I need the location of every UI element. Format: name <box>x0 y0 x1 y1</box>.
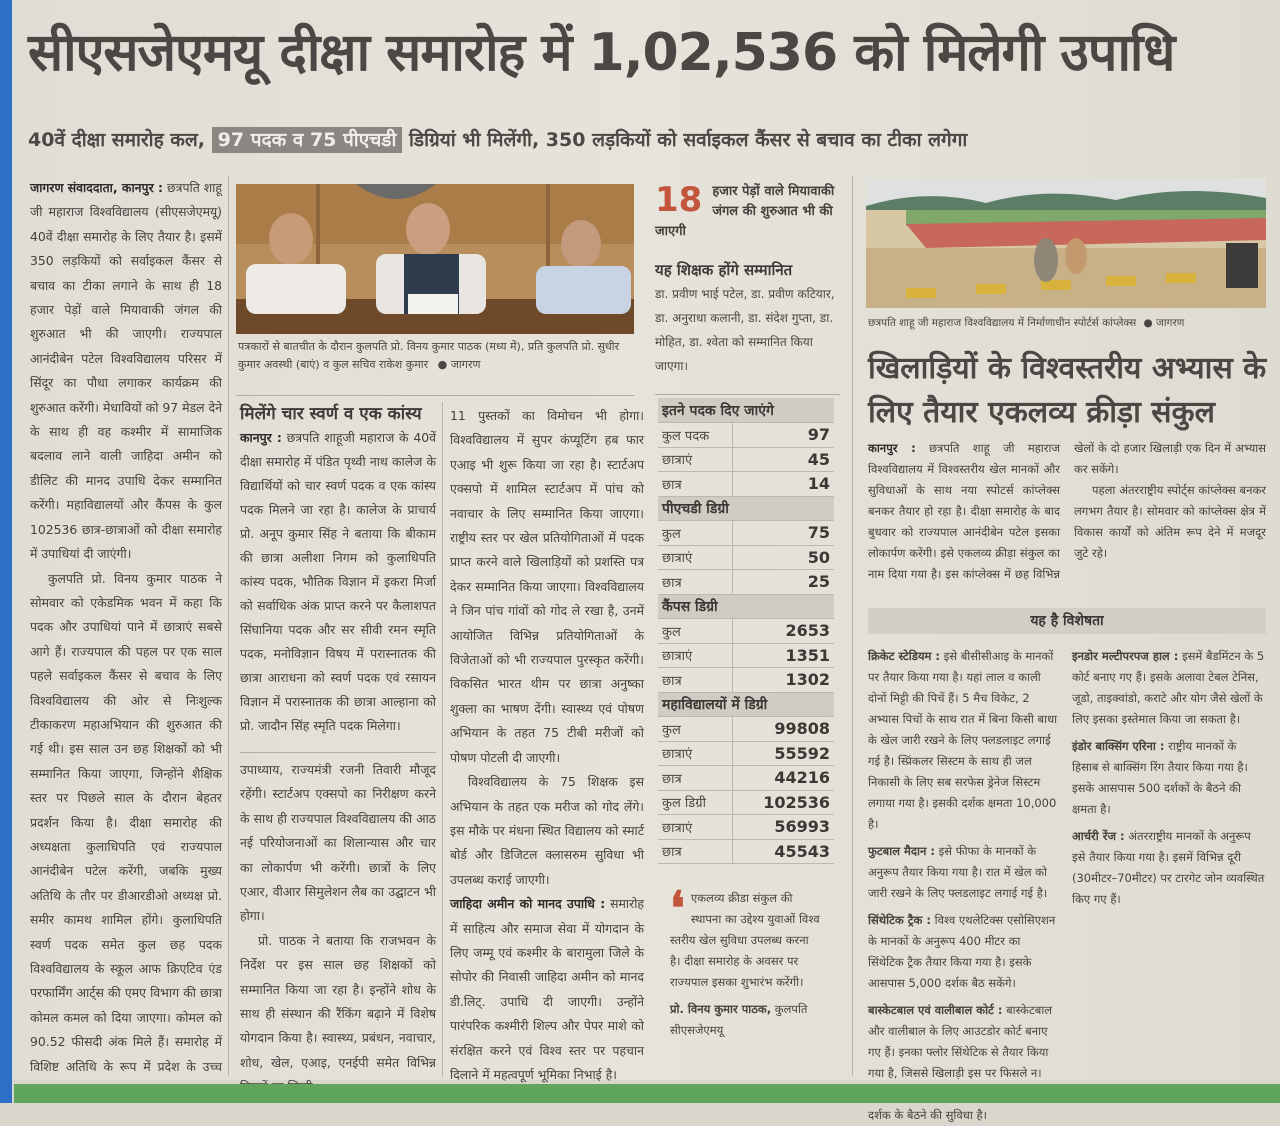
photo-image <box>236 184 634 334</box>
stats-row <box>658 668 834 693</box>
page-edge <box>0 0 12 1103</box>
stats-section-title: इतने पदक दिए जाएंगे <box>658 398 834 423</box>
sports-caption-text: छत्रपति शाहू जी महाराज विश्वविद्यालय में निर्माणाधीन स्पोर्टर्स कांप्लेक्स <box>868 317 1137 329</box>
sports-photo-image <box>866 178 1266 308</box>
stats-label: कुल <box>658 717 733 742</box>
features-title: यह है विशेषता <box>868 608 1266 634</box>
stats-section-header <box>658 398 834 423</box>
stats-row <box>658 570 834 595</box>
stats-value: 1351 <box>733 643 834 668</box>
story-para6: विश्वविद्यालय के 75 शिक्षक इस अभियान के तहत एक मरीज को गोद लेंगे। इस मौके पर मंधना स्थित विद्यालय को स्मार्ट बोर्ड और डिजिटल क्लासरुम सुविधा भी उपलब्ध कराई जाएगी। <box>450 774 644 887</box>
stats-value: 97 <box>733 423 834 448</box>
teachers-title: यह शिक्षक होंगे सम्मानित <box>655 261 793 279</box>
stats-row <box>658 741 834 766</box>
stats-row <box>658 766 834 791</box>
sports-body1: छत्रपति शाहू जी महाराज विश्वविद्यालय में विश्वस्तरीय खेल मानकों और सुविधाओं के साथ नया स्पोटर्स कांप्लेक्स बनकर तैयार हो रहा है। दीक्षा समारोह के बाद बुधवार को राज्यपाल आनंदीबेन पटेल इसका लोकार्पण करेंगी। इसे एकलव्य क्रीड़ा संकुल का नाम दिया गया है। इस कांप्लेक्स में छह विभिन्न खेलों के दो हजार खिलाड़ी एक दिन में अभ्यास कर सकेंगे। <box>868 441 1266 581</box>
gold-box-dateline: कानपुर : <box>240 430 282 445</box>
stats-value: 1302 <box>733 668 834 693</box>
feature-item <box>1072 826 1266 910</box>
gold-box-title: मिलेंगे चार स्वर्ण व एक कांस्य <box>240 404 422 424</box>
feature-text: राष्ट्रीय मानकों के हिसाब से बाक्सिंग रिंग तैयार किया गया है। इसके आसपास 500 दर्शकों के बैठने की क्षमता है। <box>1072 739 1248 816</box>
stats-label: छात्र <box>658 766 733 791</box>
stats-value: 45 <box>733 447 834 472</box>
stats-label: छात्राएं <box>658 741 733 766</box>
sports-body2: पहला अंतरराष्ट्रीय स्पोर्ट्स कांप्लेक्स बनकर लगभग तैयार है। सोमवार को कांप्लेक्स क्षेत्र में विकास कार्यों को अंतिम रूप देने में मजदूर जुटे रहे। <box>1074 483 1266 560</box>
teachers-body: डा. प्रवीण भाई पटेल, डा. प्रवीण कटियार, डा. अनुराधा कलानी, डा. संदेश गुप्ता, डा. मोहित, डा. श्वेता को सम्मानित किया जाएगा। <box>655 287 835 373</box>
subheadline-highlight: 97 पदक व 75 पीएचडी <box>212 127 403 153</box>
photo1-caption-text: पत्रकारों से बातचीत के दौरान कुलपति प्रो. विनय कुमार पाठक (मध्य में), प्रति कुलपति प्रो. सुधीर कुमार अवस्थी (बाएं) व कुल सचिव राकेश कुमार <box>238 340 620 371</box>
quote-author-role: कुलपति सीएसजेएमयू <box>670 1002 808 1037</box>
gold-box-body: छत्रपति शाहूजी महाराज के 40वें दीक्षा समारोह में पंडित पृथ्वी नाथ कालेज के विद्यार्थियों को चार स्वर्ण पदक व एक कांस्य पदक मिलने जा रहा है। कालेज के प्राचार्य प्रो. अनूप कुमार सिंह ने बताया कि बीकाम की छात्रा अलीशा निगम को कुलाधिपति कांस्य पदक, भौतिक विज्ञान में इकरा मिर्जा को सर्वाधिक अंक प्राप्त करने पर कैलाशपत सिंघानिया पदक और सर सीवी रमन स्मृति पदक, मनोविज्ञान विषय में परास्नातक की छात्रा आराधना को स्वर्ण पदक एवं रसायन विज्ञान में परास्नातक की छात्रा आल्हाना को प्रो. जादौन सिंह स्मृति पदक मिलेगा। <box>240 430 436 733</box>
gold-box-divider <box>240 752 436 753</box>
press-conference-photo <box>236 184 634 334</box>
stats-value: 55592 <box>733 741 834 766</box>
stats-value: 14 <box>733 472 834 497</box>
sports-photo-caption <box>868 314 1268 332</box>
stats-row <box>658 619 834 644</box>
sports-complex-photo <box>866 178 1266 308</box>
subheadline-part2: डिग्रियां भी मिलेंगी, 350 लड़कियों को सर्वाइकल कैंसर से बचाव का टीका लगेगा <box>409 129 968 151</box>
stats-value: 2653 <box>733 619 834 644</box>
stats-label: छात्र <box>658 668 733 693</box>
sports-body <box>868 438 1266 603</box>
teachers-divider <box>655 394 840 395</box>
feature-text: इसमें बैडमिंटन के 5 कोर्ट बनाए गए हैं। इसके अलावा टेबल टेनिस, जूडो, ताइक्वांडो, कराटे और योग जैसे खेलों के लिए इसका इस्तेमाल किया जा सकता है। <box>1072 649 1265 726</box>
stats-value: 45543 <box>733 839 834 864</box>
photo1-credit: ● जागरण <box>437 358 481 371</box>
stats-label: कुल डिग्री <box>658 790 733 815</box>
stats-row <box>658 423 834 448</box>
column-divider <box>228 176 229 1076</box>
stats-section-header <box>658 692 834 717</box>
story-para1: छत्रपति शाहू जी महाराज विश्वविद्यालय (सीएसजेएमयू) 40वें दीक्षा समारोह के लिए तैयार है। इसमें 350 लड़कियों को सर्वाइकल कैंसर से बचाव का टीका लगाने के साथ ही 18 हजार पेड़ों वाले मियावाकी जंगल की शुरुआत भी की जाएगी। राज्यपाल आनंदीबेन पटेल विश्वविद्यालय परिसर में सिंदूर का पौधा लगाकर कार्यक्रम की शुरुआत करेंगी। मेधावियों को 97 मेडल देने के साथ ही वह कश्मीर में सामाजिक बदलाव लाने वाली जाहिदा अमीन को डीलिट की मानद उपाधि देकर सम्मानित करेंगी। महाविद्यालयों और कैंपस के कुल 102536 छात्र-छात्राओं को दीक्षा समारोह में उपाधियां दी जाएंगी। <box>30 180 222 562</box>
gold-box <box>240 402 436 742</box>
stats-value: 25 <box>733 570 834 595</box>
sports-caption-credit: ● जागरण <box>1143 317 1185 329</box>
sports-dateline: कानपुर : <box>868 441 916 455</box>
quote-mark-icon: ❛ <box>670 881 685 935</box>
section-divider <box>236 395 634 396</box>
bottom-ad-strip <box>14 1084 1280 1103</box>
stats-row <box>658 815 834 840</box>
stats-label: छात्राएं <box>658 447 733 472</box>
stats-row <box>658 790 834 815</box>
stats-label: छात्र <box>658 839 733 864</box>
main-story-col1 <box>30 176 222 1076</box>
quote-author: प्रो. विनय कुमार पाठक, <box>670 1002 772 1016</box>
subheadline-part1: 40वें दीक्षा समारोह कल, <box>28 129 206 151</box>
stats-section-header <box>658 594 834 619</box>
features-col1 <box>868 646 1058 1122</box>
stats-row <box>658 717 834 742</box>
feature-item <box>1072 736 1266 820</box>
story-para5: 11 पुस्तकों का विमोचन भी होगा। विश्वविद्यालय में सुपर कंप्यूटिंग हब फार एआइ भी शुरू किया जा रहा है। स्टार्टअप एक्सपो में शामिल स्टार्टअप में पांच को नवाचार के लिए सम्मानित किया जाएगा। राष्ट्रीय स्तर पर खेल प्रतियोगिताओं में पदक प्राप्त करने वाले खिलाड़ियों को प्रशस्ति पत्र देकर सम्मानित किया जाएगा। विश्वविद्यालय ने जिन पांच गांवों को गोद ले रखा है, उनमें आयोजित विभिन्न प्रतियोगिताओं के विजेताओं को भी राज्यपाल पुरस्कृत करेंगी। विकसित भारत थीम पर छात्रा अनुष्का शुक्ला का भाषण देंगी। स्वास्थ्य एवं पोषण अभियान के तहत 75 टीबी मरीजों को पोषण पोटली दी जाएगी। <box>450 408 644 765</box>
feature-text: बास्केटबाल और वालीबाल के लिए आउटडोर कोर्ट बनाए गए हैं। इनका फ्लोर सिंथेटिक से तैयार किया गया है, जिससे खिलाड़ी इस पर फिसले न। दर्शक के बैठने की सुविधा है। <box>868 1003 1053 1122</box>
story-para4: प्रो. पाठक ने बताया कि राजभवन के निर्देश पर इस साल छह शिक्षकों को सम्मानित किया जा रहा है। इन्होंने शोध के साथ ही संस्थान की रैंकिंग बढ़ाने में विशेष योगदान किया है। स्वास्थ्य, प्रबंधन, नवाचार, शोध, खेल, एआइ, एनईपी समेत विभिन्न <box>240 932 436 1070</box>
stats-section-title: महाविद्यालयों में डिग्री <box>658 692 834 717</box>
story-para2: कुलपति प्रो. विनय कुमार पाठक ने सोमवार को एकेडमिक भवन में कहा कि पदक और उपाधियां पाने में छात्राएं सबसे आगे हैं। राज्यपाल की पहल पर एक साल पहले सर्वाइकल कैंसर से बचाव के लिए विश्वविद्यालय की ओर से निःशुल्क टीकाकरण महाअभियान की शुरुआत की गई थी। इस साल उन छह शिक्षकों को भी सम्मानित किया जाएगा, जिन्होंने शैक्षिक स्तर पर पिछले साल के दौरान बेहतर प्रदर्शन किया है। दीक्षा समारोह की अध्यक्षता कुलाधिपति एवं राज्यपाल आनंदीबेन पटेल करेंगी, जबकि मुख्य अतिथि के तौर पर डीआरडीओ अध्यक्ष प्रो. समीर कामथ शामिल होंगे। कुलाधिपति स्वर्ण पदक समेत कुल छह पदक विश्वविद्यालय के स्कूल आफ क्रिएटिव एंड परफार्मिंग आर्ट्स की एमए विभाग की छात्रा कोमल कमल को दिया जाएगा। कोमल को 90.52 फीसदी अंक मिले हैं। समारोह में विशिष्ट अतिथि के रूप में प्रदेश के उच्च <box>30 570 222 1074</box>
subheadline <box>28 126 1268 152</box>
stats-row <box>658 447 834 472</box>
feature-text: इसे बीसीसीआइ के मानकों पर तैयार किया गया है। यहां लाल व काली दोनों मिट्टी की पिचें हैं। 5 मैच विकेट, 2 अभ्यास पिचों के साथ रात में बिना किसी बाधा के खेल जारी रखने के लिए फ्लडलाइट लगाई गई है। स्प्रिंकलर सिस्टम के साथ ही जल निकासी के लिए सब सरफेस ड्रेनेज सिस्टम लगाया गया है। इसकी दर्शक क्षमता 10,000 है। <box>868 649 1058 831</box>
stats-label: छात्राएं <box>658 815 733 840</box>
story-para7: समारोह में साहित्य और समाज सेवा में योगदान के लिए जम्मू एवं कश्मीर के बारामुला जिले के सोपोर की निवासी जाहिदा अमीन को मानद डी.लिट्. उपाधि दी जाएगी। उन्होंने पारंपरिक कश्मीरी शिल्प और पेपर माशे को संरक्षित करने एवं विश्व स्तर पर पहचान दिलाने में महत्वपूर्ण भूमिका निभाई है। <box>450 896 644 1082</box>
stats-value: 102536 <box>733 790 834 815</box>
miyawaki-text: हजार पेड़ों वाले मियावाकी जंगल की शुरुआत भी की जाएगी <box>655 184 835 239</box>
feature-text: अंतरराष्ट्रीय मानकों के अनुरूप इसे तैयार किया गया है। इसमें विभिन्न दूरी (30मीटर–70मीटर) पर टारगेट जोन व्यवस्थित किए गए हैं। <box>1072 829 1265 906</box>
column-divider <box>442 402 443 1077</box>
feature-text: विश्व एथलेटिक्स एसोसिएशन के मानकों के अनुरूप 400 मीटर का सिंथेटिक ट्रैक तैयार किया गया है। इसके आसपास 5,000 दर्शक बैठ सकेंगे। <box>868 913 1056 990</box>
stats-value: 56993 <box>733 815 834 840</box>
stats-section-title: पीएचडी डिग्री <box>658 496 834 521</box>
main-story-col3 <box>450 404 644 1082</box>
feature-text: इसे फीफा के मानकों के अनुरूप तैयार किया गया है। रात में खेल को जारी रखने के लिए फ्लडलाइट लगाई गई है। <box>868 844 1048 900</box>
degree-stats-table <box>658 398 834 864</box>
stats-label: छात्र <box>658 472 733 497</box>
stats-section-title: कैंपस डिग्री <box>658 594 834 619</box>
feature-item <box>1072 646 1266 730</box>
stats-label: छात्राएं <box>658 643 733 668</box>
stats-label: छात्राएं <box>658 545 733 570</box>
feature-name: क्रिकेट स्टेडियम : <box>868 649 940 663</box>
stats-row <box>658 472 834 497</box>
feature-name: इनडोर मल्टीपरपज हाल : <box>1072 649 1179 663</box>
feature-name: बास्केटबाल एवं वालीबाल कोर्ट : <box>868 1003 1003 1017</box>
feature-item <box>868 910 1058 994</box>
miyawaki-box <box>655 182 840 242</box>
headline: सीएसजेएमयू दीक्षा समारोह में 1,02,536 को मिलेगी उपाधि <box>28 23 1175 83</box>
stats-row <box>658 839 834 864</box>
feature-item <box>868 1000 1058 1126</box>
stats-value: 50 <box>733 545 834 570</box>
photo1-caption <box>238 338 634 374</box>
stats-label: कुल <box>658 521 733 546</box>
feature-name: इंडोर बाक्सिंग एरिना : <box>1072 739 1165 753</box>
stats-row <box>658 545 834 570</box>
feature-name: सिंथेटिक ट्रैक : <box>868 913 931 927</box>
vc-quote <box>670 881 820 1041</box>
features-col2 <box>1072 646 1266 1071</box>
column-divider <box>852 176 853 1076</box>
dateline: जागरण संवाददाता, कानपुर : <box>30 180 163 195</box>
stats-label: कुल पदक <box>658 423 733 448</box>
stats-label: कुल <box>658 619 733 644</box>
main-story-col2 <box>240 758 436 1078</box>
sports-headline: खिलाड़ियों के विश्वस्तरीय अभ्यास के लिए तैयार एकलव्य क्रीड़ा संकुल <box>868 351 1267 430</box>
miyawaki-number: 18 <box>655 180 703 220</box>
stats-section-header <box>658 496 834 521</box>
stats-value: 99808 <box>733 717 834 742</box>
stats-row <box>658 643 834 668</box>
feature-name: आर्चरी रेंज : <box>1072 829 1125 843</box>
teachers-box <box>655 258 840 378</box>
feature-item <box>868 841 1058 904</box>
feature-item <box>868 646 1058 835</box>
feature-name: फुटबाल मैदान : <box>868 844 935 858</box>
stats-value: 75 <box>733 521 834 546</box>
stats-label: छात्र <box>658 570 733 595</box>
zahida-subhead: जाहिदा अमीन को मानद उपाधि : <box>450 896 606 912</box>
stats-row <box>658 521 834 546</box>
stats-value: 44216 <box>733 766 834 791</box>
story-para3: उपाध्याय, राज्यमंत्री रजनी तिवारी मौजूद रहेंगी। स्टार्टअप एक्सपो का निरीक्षण करने के साथ ही राज्यपाल विश्वविद्यालय की आठ नई परियोजनाओं का शिलान्यास और चार का लोकार्पण भी करेंगी। छात्रों के लिए एआर, वीआर सिमुलेशन लैब का उद्घाटन भी होगा। <box>240 762 436 924</box>
quote-text: एकलव्य क्रीडा संकुल की स्थापना का उद्देश्य युवाओं विश्व स्तरीय खेल सुविधा उपलब्ध करना है। दीक्षा समारोह के अवसर पर राज्यपाल इसका शुभारंभ करेंगी। <box>670 891 820 989</box>
